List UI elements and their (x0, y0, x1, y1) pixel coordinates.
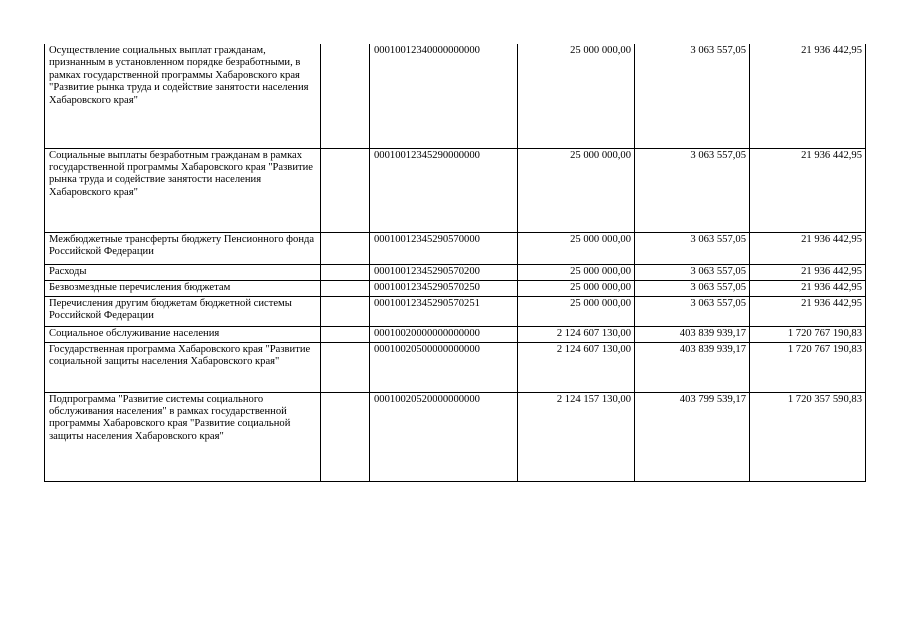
row-code: 00010012345290570000 (370, 232, 518, 264)
empty-cell (321, 326, 370, 342)
row-name: Безвозмездные перечисления бюджетам (45, 280, 321, 296)
row-plan: 2 124 607 130,00 (518, 342, 635, 392)
row-plan: 2 124 607 130,00 (518, 326, 635, 342)
row-remainder: 1 720 767 190,83 (750, 342, 866, 392)
row-remainder: 21 936 442,95 (750, 44, 866, 148)
row-remainder: 1 720 767 190,83 (750, 326, 866, 342)
row-remainder: 21 936 442,95 (750, 232, 866, 264)
row-code: 00010020000000000000 (370, 326, 518, 342)
row-code: 00010012345290000000 (370, 148, 518, 232)
empty-cell (321, 280, 370, 296)
row-executed: 3 063 557,05 (635, 44, 750, 148)
empty-cell (321, 148, 370, 232)
row-remainder: 21 936 442,95 (750, 148, 866, 232)
row-name: Осуществление социальных выплат гражданам, признанным в установленном порядке безработными, в рамках государственной программы Хабаровского края "Развитие рынка труда и содействие занятости населения Хабаровского края" (45, 44, 321, 148)
table-row (45, 392, 866, 481)
row-plan: 25 000 000,00 (518, 232, 635, 264)
row-executed: 3 063 557,05 (635, 296, 750, 326)
row-executed: 3 063 557,05 (635, 232, 750, 264)
row-executed: 3 063 557,05 (635, 148, 750, 232)
row-remainder: 21 936 442,95 (750, 280, 866, 296)
row-code: 00010012340000000000 (370, 44, 518, 148)
row-plan: 25 000 000,00 (518, 44, 635, 148)
table-row (45, 44, 866, 148)
row-plan: 25 000 000,00 (518, 148, 635, 232)
table-row (45, 148, 866, 232)
row-code: 00010020500000000000 (370, 342, 518, 392)
budget-execution-table (44, 44, 866, 482)
row-plan: 2 124 157 130,00 (518, 392, 635, 481)
row-remainder: 21 936 442,95 (750, 296, 866, 326)
row-code: 00010012345290570251 (370, 296, 518, 326)
row-code: 00010012345290570250 (370, 280, 518, 296)
empty-cell (321, 342, 370, 392)
row-code: 00010012345290570200 (370, 264, 518, 280)
row-executed: 403 839 939,17 (635, 342, 750, 392)
empty-cell (321, 264, 370, 280)
row-name: Подпрограмма "Развитие системы социального обслуживания населения" в рамках государственной программы Хабаровского края "Развитие социальной защиты населения Хабаровского края" (45, 392, 321, 481)
row-name: Расходы (45, 264, 321, 280)
row-executed: 403 839 939,17 (635, 326, 750, 342)
empty-cell (321, 44, 370, 148)
row-remainder: 21 936 442,95 (750, 264, 866, 280)
row-plan: 25 000 000,00 (518, 264, 635, 280)
table-row (45, 280, 866, 296)
table-row (45, 264, 866, 280)
empty-cell (321, 392, 370, 481)
table-row (45, 232, 866, 264)
row-executed: 3 063 557,05 (635, 264, 750, 280)
row-name: Перечисления другим бюджетам бюджетной системы Российской Федерации (45, 296, 321, 326)
row-name: Межбюджетные трансферты бюджету Пенсионного фонда Российской Федерации (45, 232, 321, 264)
empty-cell (321, 232, 370, 264)
row-executed: 403 799 539,17 (635, 392, 750, 481)
row-code: 00010020520000000000 (370, 392, 518, 481)
empty-cell (321, 296, 370, 326)
table-row (45, 296, 866, 326)
row-name: Социальное обслуживание населения (45, 326, 321, 342)
row-executed: 3 063 557,05 (635, 280, 750, 296)
table-row (45, 326, 866, 342)
row-name: Государственная программа Хабаровского края "Развитие социальной защиты населения Хабаровского края" (45, 342, 321, 392)
row-name: Социальные выплаты безработным гражданам в рамках государственной программы Хабаровского края "Развитие рынка труда и содействие занятости населения Хабаровского края" (45, 148, 321, 232)
row-remainder: 1 720 357 590,83 (750, 392, 866, 481)
row-plan: 25 000 000,00 (518, 296, 635, 326)
table-row (45, 342, 866, 392)
row-plan: 25 000 000,00 (518, 280, 635, 296)
